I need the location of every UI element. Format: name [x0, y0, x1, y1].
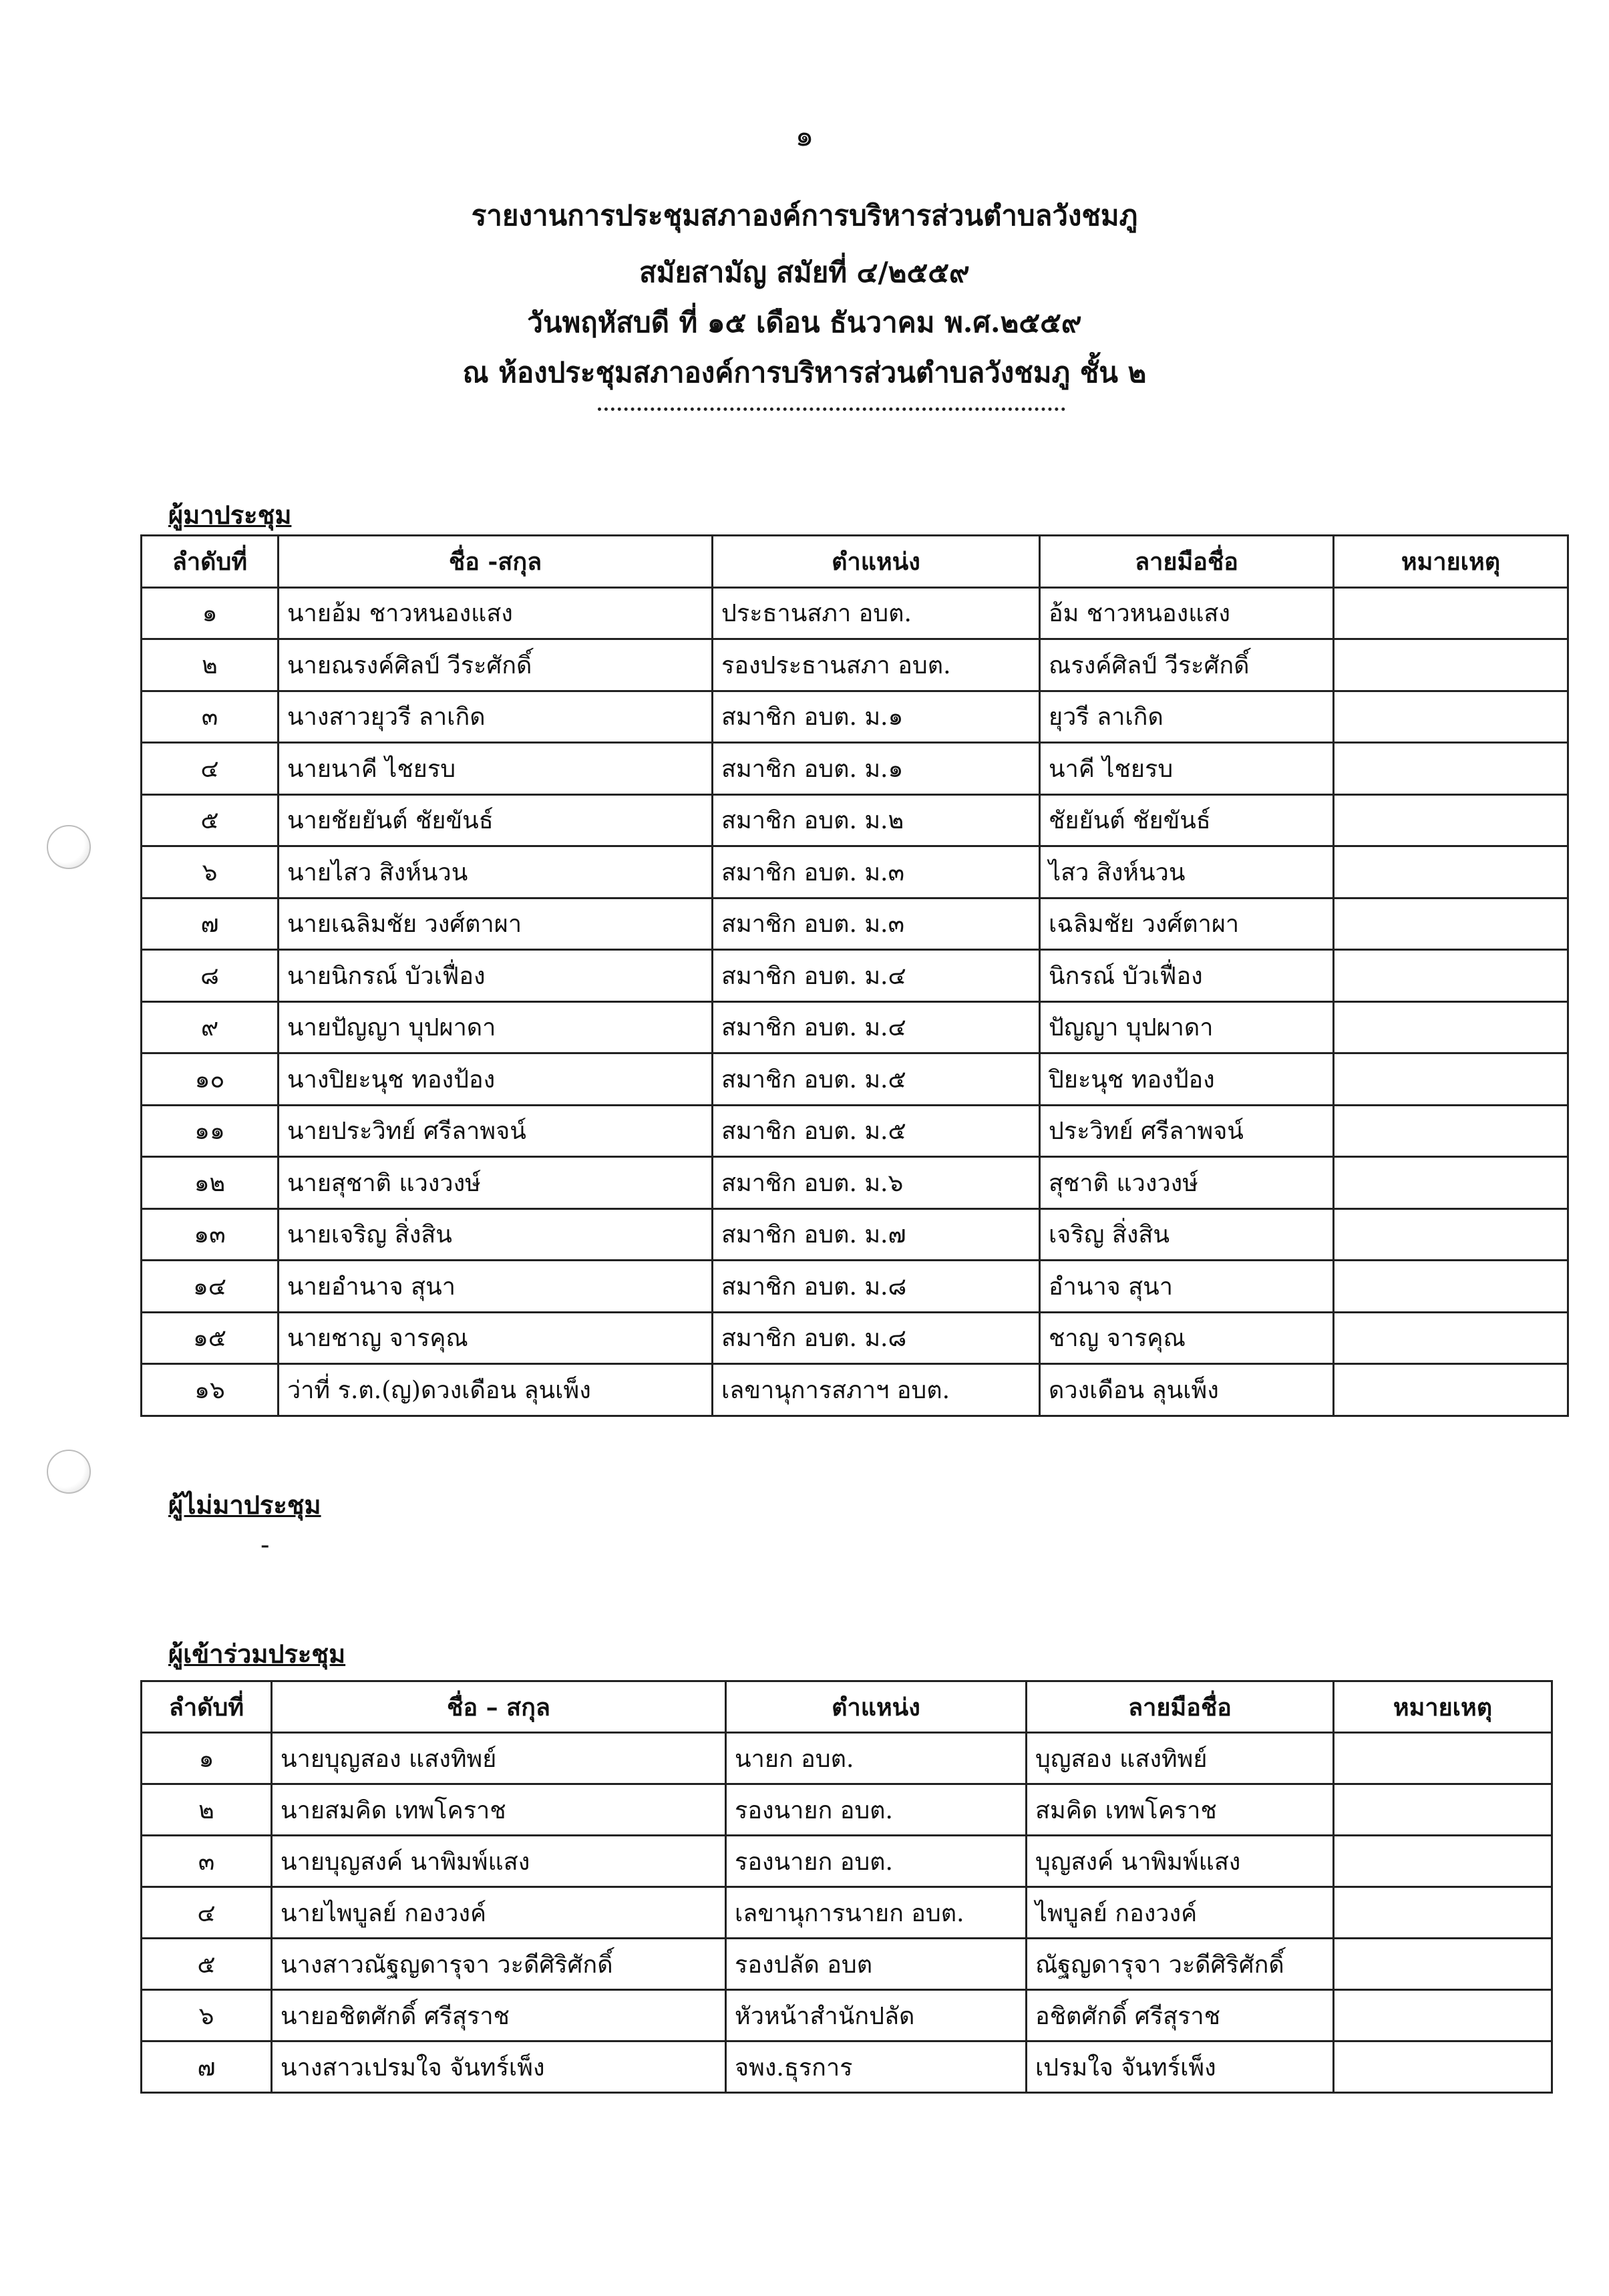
hole-punch	[47, 825, 91, 869]
person-signature: ยุวรี ลาเกิด	[1040, 691, 1334, 743]
row-number: ๖	[142, 846, 279, 898]
table-row	[142, 743, 1568, 795]
person-name: นายอำนาจ สุนา	[279, 1261, 713, 1313]
person-signature: นิกรณ์ บัวเฟื่อง	[1040, 950, 1334, 1002]
row-number: ๘	[142, 950, 279, 1002]
row-note	[1334, 1208, 1568, 1261]
person-signature: บุญสอง แสงทิพย์	[1027, 1733, 1334, 1784]
row-number: ๑๖	[142, 1364, 279, 1416]
row-note	[1334, 1312, 1568, 1364]
row-number: ๕	[142, 1939, 272, 1990]
person-name: นายปัญญา บุปผาดา	[279, 1001, 713, 1053]
guests-section-title: ผู้เข้าร่วมประชุม	[168, 1639, 346, 1669]
table-row	[142, 691, 1568, 743]
person-signature: เจริญ สิ่งสิน	[1040, 1208, 1334, 1261]
person-position: สมาชิก อบต. ม.๘	[713, 1312, 1040, 1364]
row-note	[1334, 1990, 1552, 2041]
table-row	[142, 2041, 1552, 2093]
table-header-row	[142, 1681, 1552, 1733]
person-signature: ปิยะนุช ทองป้อง	[1040, 1053, 1334, 1106]
row-number: ๓	[142, 1836, 272, 1887]
person-position: สมาชิก อบต. ม.๑	[713, 691, 1040, 743]
person-position: นายก อบต.	[726, 1733, 1027, 1784]
row-number: ๑๑	[142, 1105, 279, 1157]
column-header: ชื่อ -สกุล	[279, 536, 713, 588]
table-row	[142, 1001, 1568, 1053]
table-row	[142, 794, 1568, 846]
row-note	[1334, 1887, 1552, 1939]
row-note	[1334, 1939, 1552, 1990]
column-header: ลายมือชื่อ	[1027, 1681, 1334, 1733]
person-name: นายอ้ม ชาวหนองแสง	[279, 587, 713, 639]
row-number: ๑๔	[142, 1261, 279, 1313]
row-note	[1334, 1261, 1568, 1313]
hole-punch	[47, 1450, 91, 1494]
table-row	[142, 1990, 1552, 2041]
column-header: ตำแหน่ง	[726, 1681, 1027, 1733]
row-note	[1334, 1001, 1568, 1053]
row-note	[1334, 794, 1568, 846]
table-row	[142, 639, 1568, 691]
row-note	[1334, 1784, 1552, 1836]
person-signature: เปรมใจ จันทร์เพ็ง	[1027, 2041, 1334, 2093]
person-name: นายบุญสงค์ นาพิมพ์แสง	[272, 1836, 726, 1887]
table-row	[142, 587, 1568, 639]
person-name: นายอชิตศักดิ์ ศรีสุราช	[272, 1990, 726, 2041]
person-signature: สมคิด เทพโคราช	[1027, 1784, 1334, 1836]
row-number: ๑๕	[142, 1312, 279, 1364]
table-header-row	[142, 536, 1568, 588]
person-name: นางสาวเปรมใจ จันทร์เพ็ง	[272, 2041, 726, 2093]
row-number: ๔	[142, 743, 279, 795]
person-signature: บุญสงค์ นาพิมพ์แสง	[1027, 1836, 1334, 1887]
table-row	[142, 1939, 1552, 1990]
person-name: นายไพบูลย์ กองวงค์	[272, 1887, 726, 1939]
table-row	[142, 898, 1568, 950]
person-position: รองประธานสภา อบต.	[713, 639, 1040, 691]
person-position: สมาชิก อบต. ม.๓	[713, 846, 1040, 898]
absent-value: -	[260, 1530, 270, 1561]
person-name: นายนิกรณ์ บัวเฟื่อง	[279, 950, 713, 1002]
person-position: สมาชิก อบต. ม.๕	[713, 1053, 1040, 1106]
table-row	[142, 1053, 1568, 1106]
row-number: ๗	[142, 898, 279, 950]
table-row	[142, 1733, 1552, 1784]
person-name: นายสมคิด เทพโคราช	[272, 1784, 726, 1836]
row-note	[1334, 1836, 1552, 1887]
absent-section-title: ผู้ไม่มาประชุม	[168, 1490, 321, 1520]
row-number: ๔	[142, 1887, 272, 1939]
table-row	[142, 1887, 1552, 1939]
row-number: ๒	[142, 639, 279, 691]
column-header: ลำดับที่	[142, 536, 279, 588]
table-row	[142, 1208, 1568, 1261]
row-number: ๑๐	[142, 1053, 279, 1106]
column-header: ลายมือชื่อ	[1040, 536, 1334, 588]
person-signature: ณรงค์ศิลป์ วีระศักดิ์	[1040, 639, 1334, 691]
person-signature: ชาญ จารคุณ	[1040, 1312, 1334, 1364]
person-position: รองนายก อบต.	[726, 1836, 1027, 1887]
person-signature: อชิตศักดิ์ ศรีสุราช	[1027, 1990, 1334, 2041]
person-signature: ดวงเดือน ลุนเพ็ง	[1040, 1364, 1334, 1416]
column-header: หมายเหตุ	[1334, 536, 1568, 588]
person-signature: สุชาติ แวงวงษ์	[1040, 1157, 1334, 1209]
row-note	[1334, 1733, 1552, 1784]
person-name: นายณรงค์ศิลป์ วีระศักดิ์	[279, 639, 713, 691]
person-position: เลขานุการนายก อบต.	[726, 1887, 1027, 1939]
row-note	[1334, 1105, 1568, 1157]
person-signature: ไสว สิงห์นวน	[1040, 846, 1334, 898]
person-position: สมาชิก อบต. ม.๘	[713, 1261, 1040, 1313]
row-note	[1334, 2041, 1552, 2093]
person-name: นายไสว สิงห์นวน	[279, 846, 713, 898]
person-name: นางปิยะนุช ทองป้อง	[279, 1053, 713, 1106]
person-position: ประธานสภา อบต.	[713, 587, 1040, 639]
row-note	[1334, 898, 1568, 950]
person-position: เลขานุการสภาฯ อบต.	[713, 1364, 1040, 1416]
row-note	[1334, 1157, 1568, 1209]
person-signature: ปัญญา บุปผาดา	[1040, 1001, 1334, 1053]
row-note	[1334, 846, 1568, 898]
date-line: วันพฤหัสบดี ที่ ๑๕ เดือน ธันวาคม พ.ศ.๒๕๕๙	[527, 306, 1082, 339]
person-name: นายสุชาติ แวงวงษ์	[279, 1157, 713, 1209]
person-name: นายประวิทย์ ศรีลาพจน์	[279, 1105, 713, 1157]
person-signature: อำนาจ สุนา	[1040, 1261, 1334, 1313]
present-table	[140, 534, 1569, 1417]
person-name: นายบุญสอง แสงทิพย์	[272, 1733, 726, 1784]
row-number: ๓	[142, 691, 279, 743]
person-position: หัวหน้าสำนักปลัด	[726, 1990, 1027, 2041]
person-position: สมาชิก อบต. ม.๔	[713, 1001, 1040, 1053]
person-signature: ไพบูลย์ กองวงค์	[1027, 1887, 1334, 1939]
person-position: สมาชิก อบต. ม.๕	[713, 1105, 1040, 1157]
location-line: ณ ห้องประชุมสภาองค์การบริหารส่วนตำบลวังชมภู ชั้น ๒	[462, 356, 1147, 389]
person-name: นายเฉลิมชัย วงศ์ตาผา	[279, 898, 713, 950]
table-row	[142, 1261, 1568, 1313]
person-name: นายชาญ จารคุณ	[279, 1312, 713, 1364]
person-name: นายนาคี ไชยรบ	[279, 743, 713, 795]
table-row	[142, 1312, 1568, 1364]
row-number: ๖	[142, 1990, 272, 2041]
person-position: สมาชิก อบต. ม.๖	[713, 1157, 1040, 1209]
person-signature: เฉลิมชัย วงศ์ตาผา	[1040, 898, 1334, 950]
person-position: รองนายก อบต.	[726, 1784, 1027, 1836]
report-title: รายงานการประชุมสภาองค์การบริหารส่วนตำบลวังชมภู	[471, 199, 1138, 232]
row-note	[1334, 1364, 1568, 1416]
row-note	[1334, 639, 1568, 691]
row-number: ๕	[142, 794, 279, 846]
session-line: สมัยสามัญ สมัยที่ ๔/๒๕๕๙	[639, 256, 970, 289]
guests-table	[140, 1680, 1553, 2094]
row-note	[1334, 743, 1568, 795]
row-number: ๗	[142, 2041, 272, 2093]
person-signature: นาคี ไชยรบ	[1040, 743, 1334, 795]
person-position: สมาชิก อบต. ม.๔	[713, 950, 1040, 1002]
table-row	[142, 1157, 1568, 1209]
table-row	[142, 1364, 1568, 1416]
present-section-title: ผู้มาประชุม	[168, 500, 292, 530]
page-number: ๑	[795, 119, 814, 153]
column-header: ตำแหน่ง	[713, 536, 1040, 588]
person-name: นายชัยยันต์ ชัยขันธ์	[279, 794, 713, 846]
person-position: สมาชิก อบต. ม.๑	[713, 743, 1040, 795]
person-name: ว่าที่ ร.ต.(ญ)ดวงเดือน ลุนเพ็ง	[279, 1364, 713, 1416]
person-name: นางสาวณัฐญดารุจา วะดีศิริศักดิ์	[272, 1939, 726, 1990]
row-number: ๑๓	[142, 1208, 279, 1261]
column-header: ชื่อ – สกุล	[272, 1681, 726, 1733]
row-number: ๒	[142, 1784, 272, 1836]
person-position: จพง.ธุรการ	[726, 2041, 1027, 2093]
row-number: ๑	[142, 1733, 272, 1784]
person-position: สมาชิก อบต. ม.๗	[713, 1208, 1040, 1261]
row-note	[1334, 1053, 1568, 1106]
row-number: ๑	[142, 587, 279, 639]
person-name: นางสาวยุวรี ลาเกิด	[279, 691, 713, 743]
person-position: สมาชิก อบต. ม.๓	[713, 898, 1040, 950]
row-note	[1334, 950, 1568, 1002]
person-signature: ณัฐญดารุจา วะดีศิริศักดิ์	[1027, 1939, 1334, 1990]
dotted-divider	[598, 407, 1065, 411]
table-row	[142, 1784, 1552, 1836]
table-row	[142, 1836, 1552, 1887]
table-row	[142, 1105, 1568, 1157]
person-name: นายเจริญ สิ่งสิน	[279, 1208, 713, 1261]
person-position: สมาชิก อบต. ม.๒	[713, 794, 1040, 846]
row-number: ๑๒	[142, 1157, 279, 1209]
table-row	[142, 846, 1568, 898]
row-number: ๙	[142, 1001, 279, 1053]
row-note	[1334, 691, 1568, 743]
table-row	[142, 950, 1568, 1002]
person-signature: ประวิทย์ ศรีลาพจน์	[1040, 1105, 1334, 1157]
person-signature: อ้ม ชาวหนองแสง	[1040, 587, 1334, 639]
person-position: รองปลัด อบต	[726, 1939, 1027, 1990]
person-signature: ชัยยันต์ ชัยขันธ์	[1040, 794, 1334, 846]
row-note	[1334, 587, 1568, 639]
column-header: ลำดับที่	[142, 1681, 272, 1733]
column-header: หมายเหตุ	[1334, 1681, 1552, 1733]
